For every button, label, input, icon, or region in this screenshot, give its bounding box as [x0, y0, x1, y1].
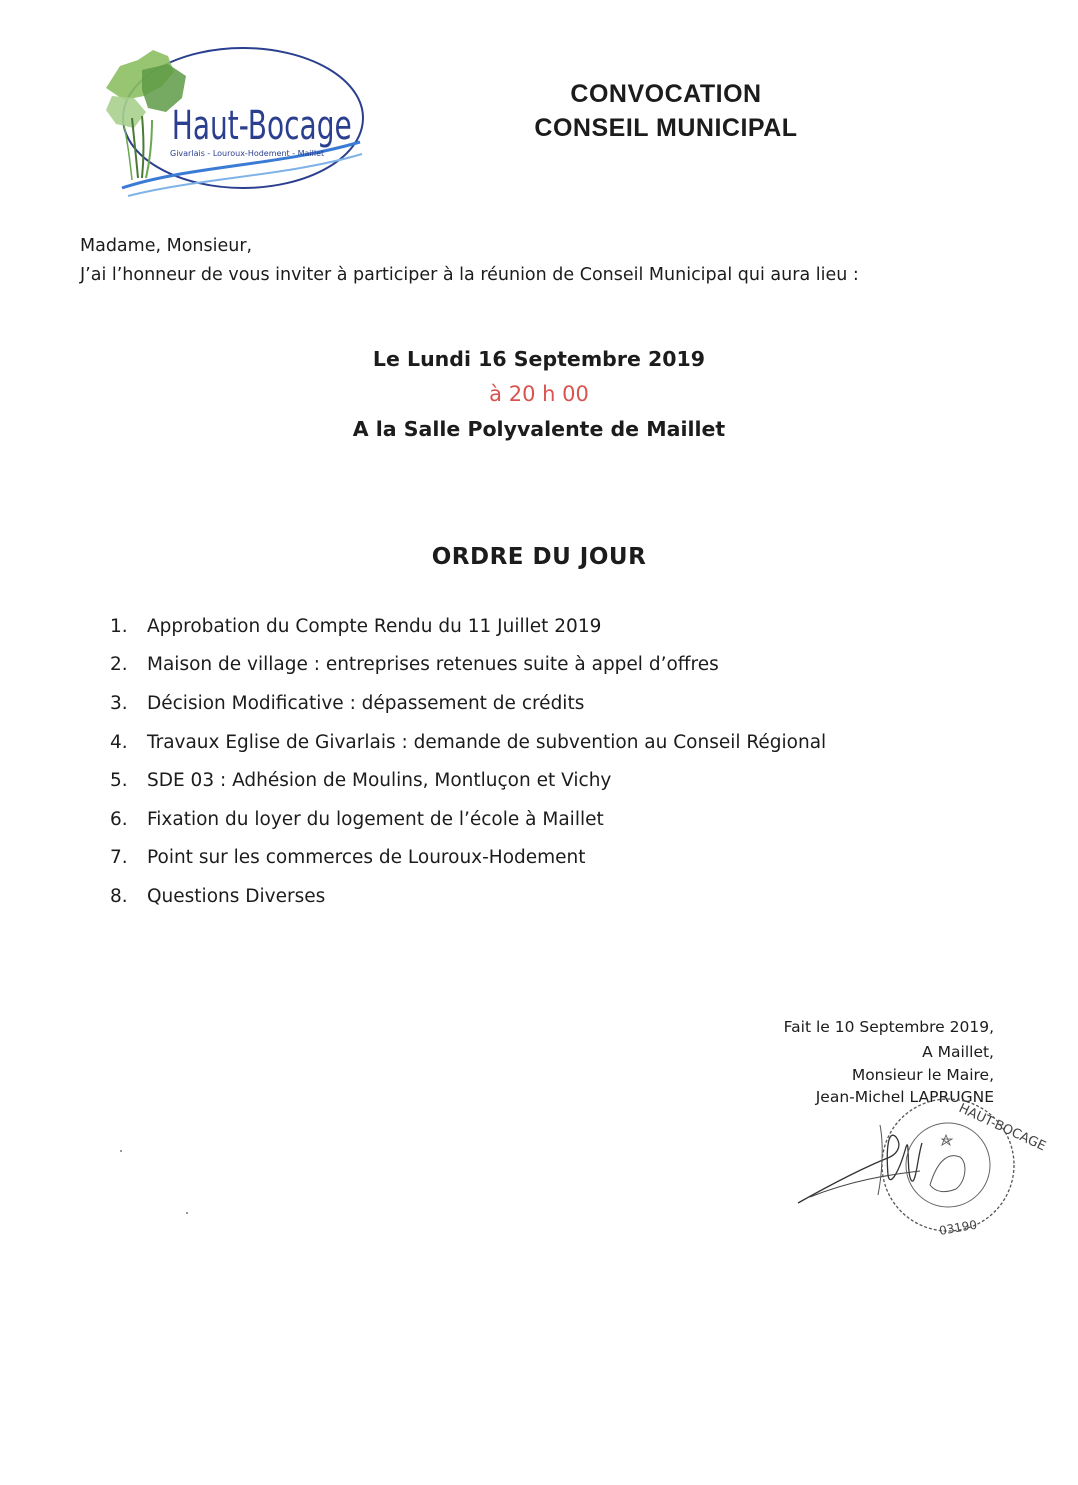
scan-speck — [186, 1212, 188, 1214]
logo-subtitle: Givarlais - Louroux-Hodement - Maillet — [170, 149, 325, 158]
doc-title-line2: CONSEIL MUNICIPAL — [534, 114, 798, 142]
agenda-item — [110, 839, 826, 878]
stamp-code: 03190 — [938, 1217, 979, 1238]
agenda-item-number: 1. — [110, 615, 128, 637]
agenda-item — [110, 723, 826, 762]
agenda-item-text: Questions Diverses — [147, 885, 326, 907]
invitation-text: J’ai l’honneur de vous inviter à participer à la réunion de Conseil Municipal qui aura lieu : — [80, 265, 859, 285]
salutation: Madame, Monsieur, — [80, 236, 253, 256]
meeting-time: à 20 h 00 — [489, 382, 589, 406]
signature-place: A Maillet, — [922, 1043, 994, 1061]
agenda-item-text: Point sur les commerces de Louroux-Hodement — [147, 847, 586, 869]
official-stamp — [790, 1085, 1048, 1245]
agenda-item — [110, 877, 826, 916]
agenda-item — [110, 800, 826, 839]
stamp-name: HAUT-BOCAGE — [956, 1101, 1048, 1155]
agenda-list — [110, 607, 826, 916]
doc-title-line1: CONVOCATION — [570, 80, 762, 108]
scan-speck — [120, 1150, 122, 1152]
agenda-item-text: Fixation du loyer du logement de l’école à Maillet — [147, 808, 604, 830]
agenda-item-number: 7. — [110, 847, 128, 869]
agenda-item-text: Décision Modificative : dépassement de crédits — [147, 692, 585, 714]
signature-name: Jean-Michel LAPRUGNE — [815, 1088, 994, 1106]
agenda-item-text: SDE 03 : Adhésion de Moulins, Montluçon et Vichy — [147, 770, 612, 792]
agenda-item-number: 4. — [110, 731, 128, 753]
agenda-item-number: 6. — [110, 808, 128, 830]
logo-name: Haut-Bocage — [171, 103, 352, 149]
agenda-item — [110, 761, 826, 800]
haut-bocage-logo — [98, 38, 370, 206]
meeting-place: A la Salle Polyvalente de Maillet — [352, 417, 726, 441]
agenda-item-text: Travaux Eglise de Givarlais : demande de subvention au Conseil Régional — [147, 731, 827, 753]
agenda-item-text: Maison de village : entreprises retenues suite à appel d’offres — [147, 654, 719, 676]
agenda-item-text: Approbation du Compte Rendu du 11 Juillet 2019 — [147, 615, 602, 637]
signature-date: Fait le 10 Septembre 2019, — [783, 1018, 994, 1036]
meeting-date: Le Lundi 16 Septembre 2019 — [372, 347, 706, 371]
agenda-item-number: 3. — [110, 692, 128, 714]
agenda-item — [110, 607, 826, 646]
signature-role: Monsieur le Maire, — [851, 1066, 994, 1084]
agenda-item — [110, 646, 826, 685]
agenda-title: ORDRE DU JOUR — [431, 544, 647, 570]
agenda-item-number: 2. — [110, 654, 128, 676]
agenda-item-number: 8. — [110, 885, 128, 907]
agenda-item — [110, 684, 826, 723]
agenda-item-number: 5. — [110, 770, 128, 792]
